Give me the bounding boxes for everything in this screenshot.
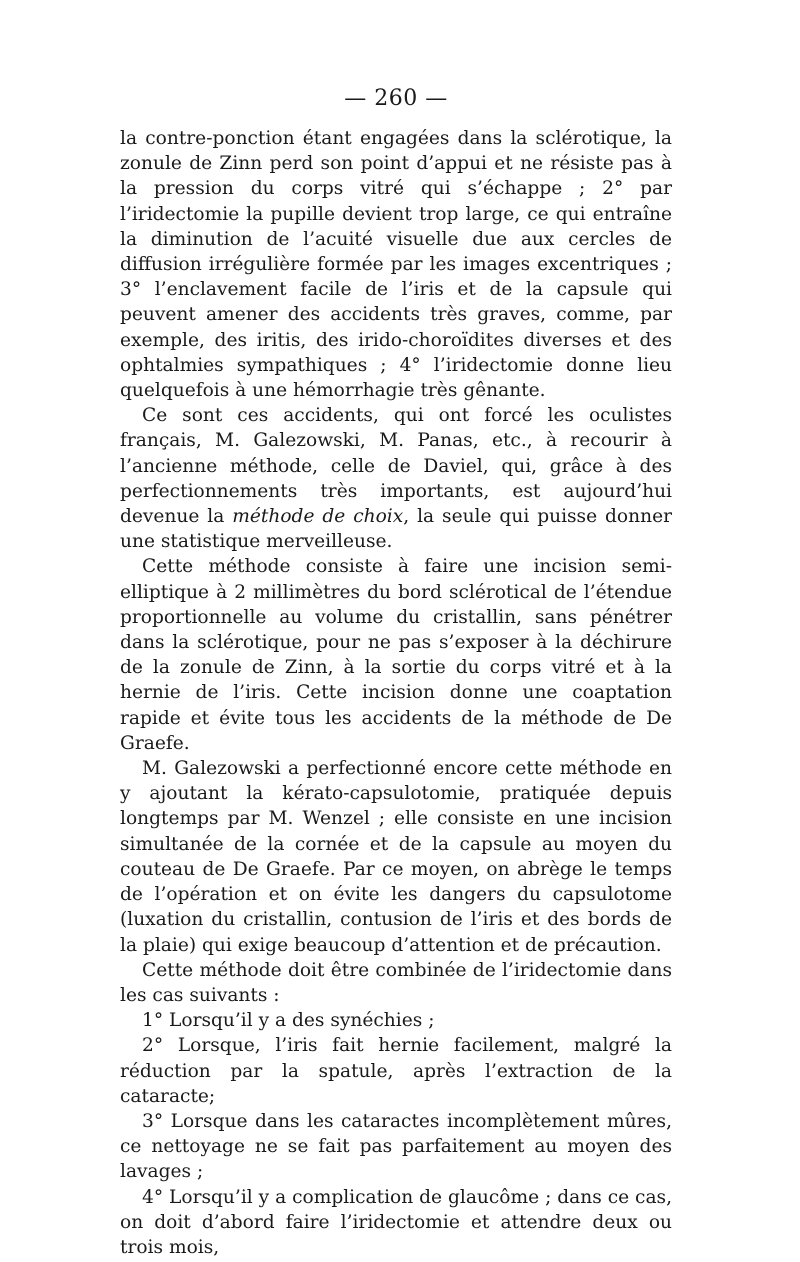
paragraph-1: la contre-ponction étant engagées dans la sclérotique, la zonule de Zinn perd son point d’appui et ne résiste pas à la pression du corps vitré qui s’échappe ; 2° par l’iridectomie la pupille devient trop large, ce qui entraîne la diminution de l’acuité visuelle due aux cercles de diffusion irrégulière formée par les images excentriques ; 3° l’enclavement facile de l’iris et de la capsule qui peuvent amener des accidents très graves, comme, par exemple, des iritis, des irido-choroïdites diverses et des ophtalmies sympathiques ; 4° l’iridectomie donne lieu quelquefois à une hémorrhagie très gênante.	[120, 128, 672, 402]
paragraph-3: Cette méthode consiste à faire une incision semi-elliptique à 2 millimètres du bord sclérotical de l’étendue proportionnelle au volume du cristallin, sans pénétrer dans la sclérotique, pour ne pas s’exposer à la déchirure de la zonule de Zinn, à la sortie du corps vitré et à la hernie de l’iris. Cette incision donne une coaptation rapide et évite tous les accidents de la méthode de De Graefe.	[120, 556, 672, 754]
paragraph-2-text-before: Ce sont ces accidents, qui ont forcé les oculistes français, M. Galezowski, M. Panas, etc., à recourir à l’ancienne méthode, celle de Daviel, qui, grâce à des perfectionnements très importants, est aujourd’hui devenue la	[120, 405, 672, 528]
list-item-1: 1° Lorsqu’il y a des synéchies ;	[142, 1010, 435, 1032]
list-item-4: 4° Lorsqu’il y a complication de glaucôme ; dans ce cas, on doit d’abord faire l’iridectomie et attendre deux ou trois mois,	[120, 1186, 672, 1258]
list-item-2: 2° Lorsque, l’iris fait hernie facilement, malgré la réduction par la spatule, après l’extraction de la cataracte;	[120, 1035, 672, 1107]
page-number: — 260 —	[344, 86, 448, 111]
list-item-3: 3° Lorsque dans les cataractes incomplètement mûres, ce nettoyage ne se fait pas parfaitement au moyen des lavages ;	[120, 1110, 672, 1183]
paragraph-5: Cette méthode doit être combinée de l’iridectomie dans les cas suivants :	[120, 959, 672, 1006]
paragraph-4: M. Galezowski a perfectionné encore cette méthode en y ajoutant la kérato-capsulotomie, pratiquée depuis longtemps par M. Wenzel ; elle consiste en une incision simultanée de la cornée et de la capsule au moyen du couteau de De Graefe. Par ce moyen, on abrège le temps de l’opération et on évite les dangers du capsulotome (luxation du cristallin, contusion de l’iris et des bords de la plaie) qui exige beaucoup d’attention et de précaution.	[120, 758, 672, 956]
book-page	[120, 84, 672, 1260]
paragraph-2-text-after: , la seule qui puisse donner une statistique merveilleuse.	[120, 506, 672, 553]
paragraph-2-emphasis: méthode de choix	[232, 506, 404, 528]
paragraph-2	[120, 403, 672, 554]
